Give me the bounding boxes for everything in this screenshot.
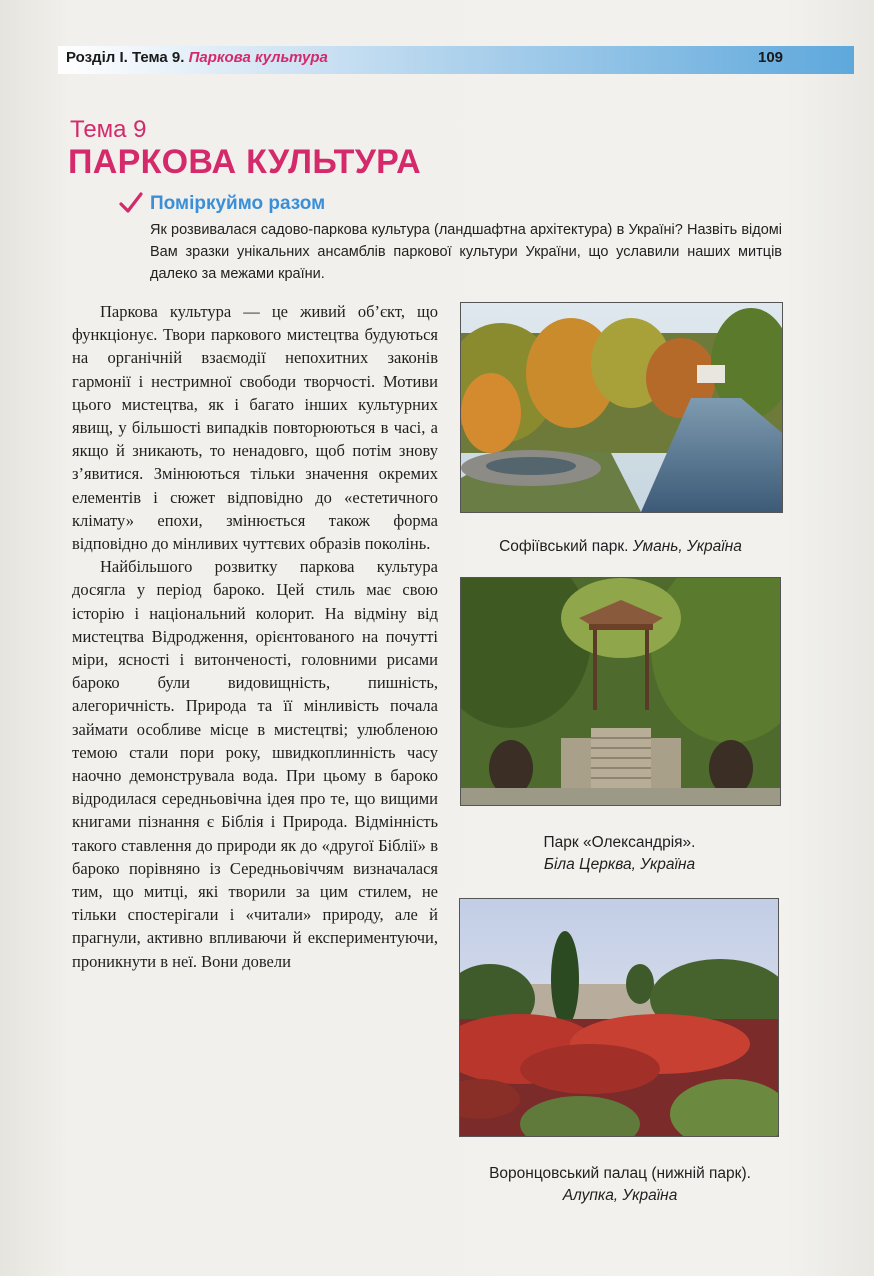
caption-location: Умань, Україна [632,538,742,555]
caption-main: Воронцовський палац (нижній парк). [489,1165,751,1182]
photo-vorontsov-palace [459,898,779,1137]
think-together-heading: Поміркуймо разом [150,193,326,214]
photo-sofiyivka-park [460,302,783,513]
paragraph: Паркова культура — це живий об’єкт, що функціонує. Твори паркового мистецтва будуються на органічній взаємодії непохитних законів гармонії і нестримної свободи творчості. Мотиви цього мистецтва, як і багато інших культурних явищ, у більшості випадків повторюються в часі, а якщо й зникають, то ненадовго, щоб потім знову з’явитися. Змінюються тільки значення окремих елементів і сюжет відповідно до «естетичного клімату» епохи, змінюється також форма відповідно до мінливих чуттєвих образів поколінь. [72,302,438,554]
caption-oleksandriya [460,832,779,876]
topic-label: Тема 9 [70,116,147,143]
caption-location: Алупка, Україна [562,1187,678,1204]
header-section: Розділ I. Тема 9. [66,49,185,66]
think-together-text: Як розвивалася садово-паркова культура (ландшафтна архітектура) в Україні? Назвіть відомі Вам зразки унікальних ансамблів паркової культури України, що уславили наших митців далеко за межами країни. [150,222,782,282]
pavilion-illustration [461,578,780,805]
header-topic: Паркова культура [188,49,328,66]
body-text [72,300,438,973]
caption-main: Парк «Олександрія». [543,834,696,851]
running-header [66,49,328,66]
caption-location: Біла Церква, Україна [543,856,696,873]
garden-illustration [460,899,778,1136]
paragraph: Найбільшого розвитку паркова культура досягла у період бароко. Цей стиль має свою історію і національний колорит. На відміну від мистецтва Відродження, орієнтованого на почутті міри, ясності і витонченості, головними рисами бароко були видовищність, пишність, алегоричність. Природа та її мінливість почала займати особливе місце в мистецтві; улюбленою темою стали пори року, швидкоплинність часу наочно демонструвала вода. При цьому в бароко відродилася середньовічна ідея про те, що вищими книгами пізнання є Біблія і Природа. Відмінність такого ставлення до природи як до «другої Біблії» в бароко порівняно із Середньовіччям визначалася тим, що митці, які творили за цим стилем, не тільки спостерігали і «читали» природу, але й прагнули, активно впливаючи й експериментуючи, проникнути в неї. Вони довели [72,557,438,971]
photo-oleksandriya-park [460,577,781,806]
page-title: ПАРКОВА КУЛЬТУРА [68,143,422,181]
caption-sofiyivka [460,536,781,558]
park-lake-illustration [461,303,782,512]
page-number: 109 [758,49,784,66]
caption-vorontsov [470,1163,770,1207]
caption-main: Софіївський парк. [499,538,629,555]
checkmark-icon [118,190,144,216]
